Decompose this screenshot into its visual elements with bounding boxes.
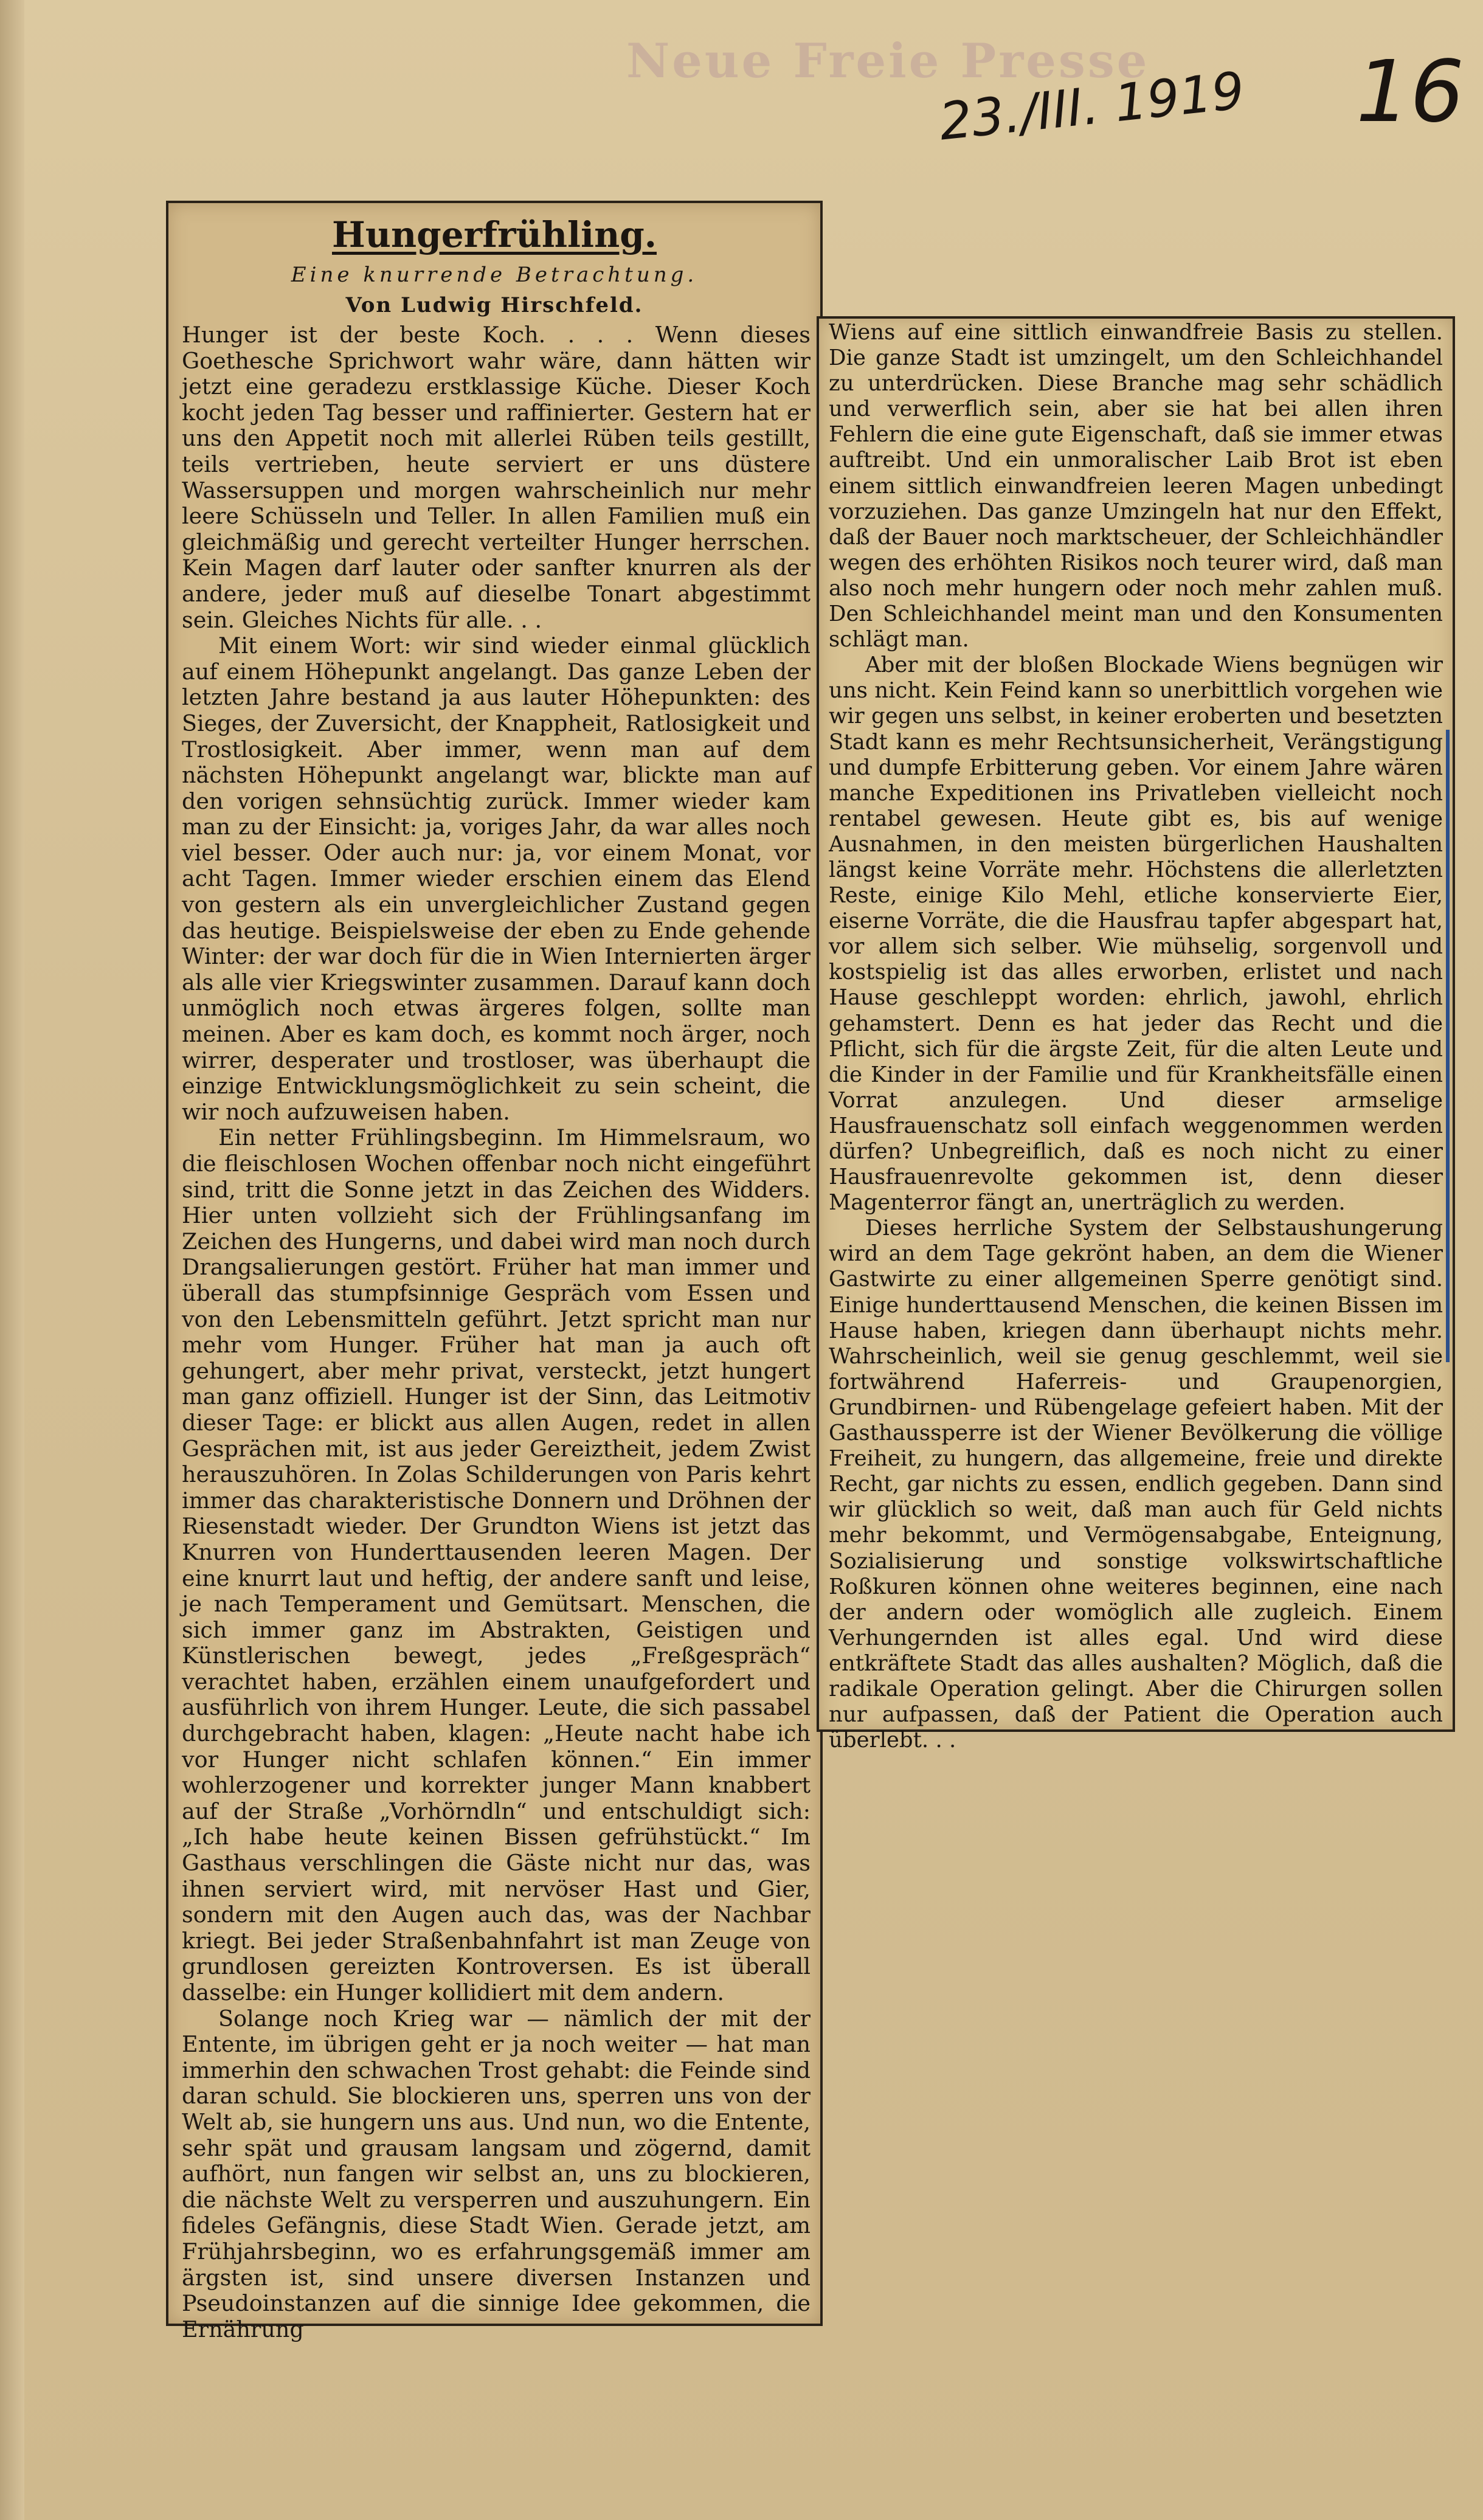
paragraph: Wiens auf eine sittlich einwandfreie Basis zu stellen. Die ganze Stadt ist umzingelt, um den Schleichhandel zu unterdrücken. Diese Branche mag sehr schädlich und verwerflich sein, aber sie hat bei allen ihren Fehlern die eine gute Eigenschaft, daß sie immer etwas auftreibt. Und ein unmoralischer Laib Brot ist eben einem sittlich einwandfreien leeren Magen unbedingt vorzuziehen. Das ganze Umzingeln hat nur den Effekt, daß der Bauer noch marktscheuer, der Schleichhändler wegen des erhöhten Risikos noch teurer wird, daß man also noch mehr hungern oder noch mehr zahlen muß. Den Schleichhandel meint man und den Konsumenten schlägt man. <box>829 320 1443 652</box>
newspaper-masthead-stamp: Neue Freie Presse <box>626 33 1150 89</box>
folio-number: 16 <box>1356 43 1465 142</box>
paragraph: Solange noch Krieg war — nämlich der mit der Entente, im übrigen geht er ja noch weiter — hat man immerhin den schwachen Trost gehabt: die Feinde sind daran schuld. Sie blockieren uns, sperren uns von der Welt ab, sie hungern uns aus. Und nun, wo die Entente, sehr spät und grausam langsam und zögernd, damit aufhört, nun fangen wir selbst an, uns zu blockieren, die nächste Welt zu versperren und auszuhungern. Ein fideles Gefängnis, diese Stadt Wien. Gerade jetzt, am Frühjahrsbeginn, wo es erfahrungsgemäß immer am ärgsten ist, sind unsere diversen Instanzen und Pseudoinstanzen auf die sinnige Idee gekommen, die Ernährung <box>182 2005 811 2342</box>
paragraph: Mit einem Wort: wir sind wieder einmal glücklich auf einem Höhepunkt angelangt. Das ganze Leben der letzten Jahre bestand ja aus lauter Höhepunkten: des Sieges, der Zuversicht, der Knappheit, Ratlosigkeit und Trostlosigkeit. Aber immer, wenn man auf dem nächsten Höhepunkt angelangt war, blickte man auf den vorigen sehnsüchtig zurück. Immer wieder kam man zu der Einsicht: ja, voriges Jahr, da war alles noch viel besser. Oder auch nur: ja, vor einem Monat, vor acht Tagen. Immer wieder erschien einem das Elend von gestern als ein unvergleichlicher Zustand gegen das heutige. Beispielsweise der eben zu Ende gehende Winter: der war doch für die in Wien Internierten ärger als alle vier Kriegswinter zusammen. Darauf kann doch unmöglich noch etwas ärgeres folgen, sollte man meinen. Aber es kam doch, es kommt noch ärger, noch wirrer, desperater und trostloser, was überhaupt die einzige Entwicklungsmöglichkeit zu sein scheint, die wir noch aufzuweisen haben. <box>182 632 811 1125</box>
clipping-left-column <box>166 201 823 2342</box>
handwritten-date: 23./III. 1919 <box>936 60 1248 152</box>
article-headline: Hungerfrühling. <box>332 214 657 255</box>
article-byline: Von Ludwig Hirschfeld. <box>345 293 643 317</box>
article-body-left <box>168 322 820 2342</box>
sheet-edge <box>0 0 24 2520</box>
article-subheadline: Eine knurrende Betrachtung. <box>291 263 698 287</box>
paragraph: Hunger ist der beste Koch. . . . Wenn dieses Goethesche Sprichwort wahr wäre, dann hätten wir jetzt eine geradezu erstklassige Küche. Dieser Koch kocht jeden Tag besser und raffinierter. Gestern hat er uns den Appetit noch mit allerlei Rüben teils gestillt, teils vertrieben, heute serviert er uns düstere Wassersuppen und morgen wahrscheinlich nur mehr leere Schüsseln und Teller. In allen Familien muß ein gleichmäßig und gerecht verteilter Hunger herrschen. Kein Magen darf lauter oder sanfter knurren als der andere, jeder muß auf dieselbe Tonart abgestimmt sein. Gleiches Nichts für alle. . . <box>182 322 811 633</box>
paragraph: Aber mit der bloßen Blockade Wiens begnügen wir uns nicht. Kein Feind kann so unerbittlich vorgehen wie wir gegen uns selbst, in keiner eroberten und besetzten Stadt kann es mehr Rechtsunsicherheit, Verängstigung und dumpfe Erbitterung geben. Vor einem Jahre wären manche Expeditionen ins Privatleben vielleicht noch rentabel gewesen. Heute gibt es, bis auf wenige Ausnahmen, in den meisten bürgerlichen Haushalten längst keine Vorräte mehr. Höchstens die allerletzten Reste, einige Kilo Mehl, etliche konservierte Eier, eiserne Vorräte, die die Hausfrau tapfer abgespart hat, vor allem sich selber. Wie mühselig, sorgenvoll und kostspielig ist das alles erworben, erlistet und nach Hause geschleppt worden: ehrlich, jawohl, ehrlich gehamstert. Denn es hat jeder das Recht und die Pflicht, sich für die ärgste Zeit, für die alten Leute und die Kinder in der Familie und für Krankheitsfälle einen Vorrat anzulegen. Und dieser armselige Hausfrauenschatz soll einfach weggenommen werden dürfen? Unbegreiflich, daß es noch nicht zu einer Hausfrauenrevolte gekommen ist, denn dieser Magenterror fängt an, unerträglich zu werden. <box>829 652 1443 1216</box>
article-body-right <box>819 319 1453 1753</box>
paragraph: Dieses herrliche System der Selbstaushungerung wird an dem Tage gekrönt haben, an dem die Wiener Gastwirte zu einer allgemeinen Sperre genötigt sind. Einige hunderttausend Menschen, die keinen Bissen im Hause haben, kriegen dann überhaupt nichts mehr. Wahrscheinlich, weil sie genug geschlemmt, weil sie fortwährend Haferreis- und Graupenorgien, Grundbirnen- und Rübengelage gefeiert haben. Mit der Gasthaussperre ist der Wiener Bevölkerung die völlige Freiheit, zu hungern, das allgemeine, freie und direkte Recht, gar nichts zu essen, endlich gegeben. Dann sind wir glücklich so weit, daß man auch für Geld nichts mehr bekommt, und Vermögensabgabe, Enteignung, Sozialisierung und sonstige volkswirtschaftliche Roßkuren können ohne weiteres beginnen, eine nach der andern oder womöglich alle zugleich. Einem Verhungernden ist alles egal. Und wird diese entkräftete Stadt das alles aushalten? Möglich, daß die radikale Operation gelingt. Aber die Chirurgen sollen nur aufpassen, daß der Patient die Operation auch überlebt. . . <box>829 1216 1443 1753</box>
paragraph: Ein netter Frühlingsbeginn. Im Himmelsraum, wo die fleischlosen Wochen offenbar noch nicht eingeführt sind, tritt die Sonne jetzt in das Zeichen des Widders. Hier unten vollzieht sich der Frühlingsanfang im Zeichen des Hungerns, und dabei wird man noch durch Drangsalierungen gestört. Früher hat man immer und überall das stumpfsinnige Gespräch vom Essen und von den Lebensmitteln geführt. Jetzt spricht man nur mehr vom Hunger. Früher hat man ja auch oft gehungert, aber mehr privat, versteckt, jetzt hungert man ganz offiziell. Hunger ist der Sinn, das Leitmotiv dieser Tage: er blickt aus allen Augen, redet in allen Gesprächen mit, ist aus jeder Gereiztheit, jedem Zwist herauszuhören. In Zolas Schilderungen von Paris kehrt immer das charakteristische Donnern und Dröhnen der Riesenstadt wieder. Der Grundton Wiens ist jetzt das Knurren von Hunderttausenden leeren Magen. Der eine knurrt laut und heftig, der andere sanft und leise, je nach Temperament und Gemütsart. Menschen, die sich immer ganz im Abstrakten, Geistigen und Künstlerischen bewegt, jedes „Freßgespräch“ verachtet haben, erzählen einem unaufgefordert und ausführlich von ihrem Hunger. Leute, die sich passabel durchgebracht haben, klagen: „Heute nacht habe ich vor Hunger nicht schlafen können.“ Ein immer wohlerzogener und korrekter junger Mann knabbert auf der Straße „Vorhörndln“ und entschuldigt sich: „Ich habe heute keinen Bissen gefrühstückt.“ Im Gasthaus verschlingen die Gäste nicht nur das, was ihnen serviert wird, mit nervöser Hast und Gier, sondern mit den Augen auch das, was der Nachbar kriegt. Bei jeder Straßenbahnfahrt ist man Zeuge von grundlosen gereizten Kontroversen. Es ist überall dasselbe: ein Hunger kollidiert mit dem andern. <box>182 1124 811 2006</box>
clipping-right-column <box>817 316 1455 1753</box>
blue-pencil-mark <box>1446 730 1450 1362</box>
